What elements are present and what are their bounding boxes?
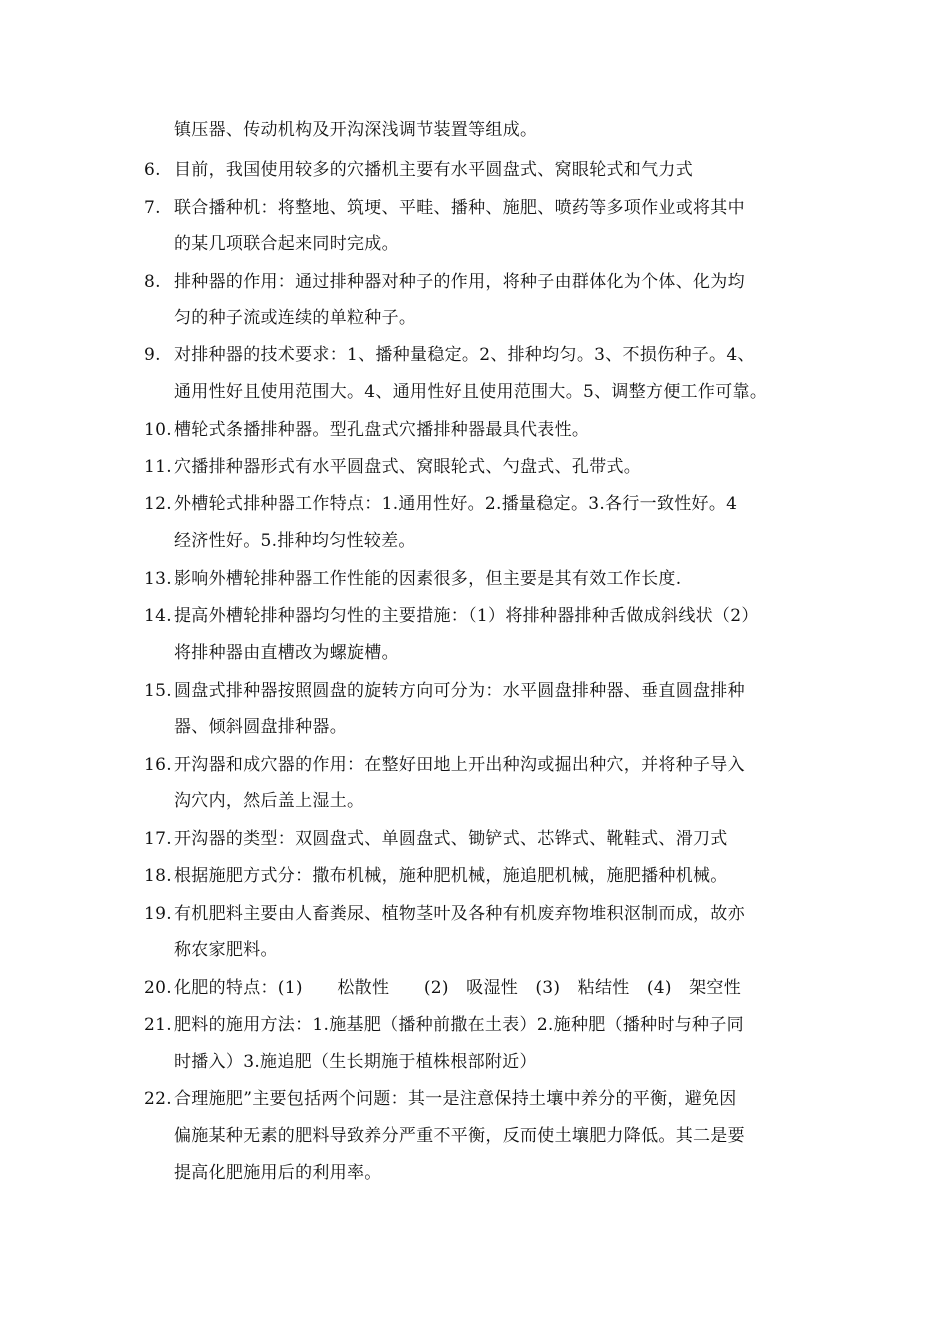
list-item-number: 6. bbox=[144, 160, 161, 180]
list-item-number: 7. bbox=[144, 198, 161, 218]
list-item-text: 偏施某种无素的肥料导致养分严重不平衡，反而使土壤肥力降低。其二是要 bbox=[174, 1126, 745, 1146]
list-item-text: 镇压器、传动机构及开沟深浅调节装置等组成。 bbox=[174, 120, 538, 140]
list-item-number: 14. bbox=[144, 606, 172, 626]
list-item-text: 合理施肥”主要包括两个问题：其一是注意保持土壤中养分的平衡，避免因 bbox=[174, 1089, 737, 1109]
list-item-text: 沟穴内，然后盖上湿土。 bbox=[174, 791, 365, 811]
list-item-text: 提高化肥施用后的利用率。 bbox=[174, 1163, 382, 1183]
list-item-text: 化肥的特点：(1) 松散性 (2) 吸湿性 (3) 粘结性 (4) 架空性 bbox=[174, 978, 742, 998]
list-item-text: 器、倾斜圆盘排种器。 bbox=[174, 717, 347, 737]
list-item-number: 20. bbox=[144, 978, 172, 998]
list-item-number: 21. bbox=[144, 1015, 172, 1035]
list-item-text: 肥料的施用方法：1.施基肥（播种前撒在土表）2.施种肥（播种时与种子同 bbox=[174, 1015, 744, 1035]
list-item-number: 15. bbox=[144, 681, 172, 701]
list-item-number: 19. bbox=[144, 904, 172, 924]
list-item-text: 影响外槽轮排种器工作性能的因素很多，但主要是其有效工作长度. bbox=[174, 569, 682, 589]
list-item-text: 槽轮式条播排种器。型孔盘式穴播排种器最具代表性。 bbox=[174, 420, 590, 440]
list-item-text: 的某几项联合起来同时完成。 bbox=[174, 234, 399, 254]
list-item-text: 根据施肥方式分：撒布机械，施种肥机械，施追肥机械，施肥播种机械。 bbox=[174, 866, 728, 886]
list-item-number: 8. bbox=[144, 272, 161, 292]
list-item-number: 12. bbox=[144, 494, 172, 514]
list-item-number: 11. bbox=[144, 457, 172, 477]
list-item-text: 通用性好且使用范围大。4、通用性好且使用范围大。5、调整方便工作可靠。 bbox=[174, 382, 768, 402]
list-item-text: 外槽轮式排种器工作特点：1.通用性好。2.播量稳定。3.各行一致性好。4 bbox=[174, 494, 738, 514]
list-item-number: 22. bbox=[144, 1089, 172, 1109]
list-item-text: 时播入）3.施追肥（生长期施于植株根部附近） bbox=[174, 1052, 537, 1072]
list-item-text: 目前，我国使用较多的穴播机主要有水平圆盘式、窝眼轮式和气力式 bbox=[174, 160, 693, 180]
list-item-number: 9. bbox=[144, 345, 161, 365]
list-item-number: 13. bbox=[144, 569, 172, 589]
list-item-number: 16. bbox=[144, 755, 172, 775]
list-item-text: 称农家肥料。 bbox=[174, 940, 278, 960]
list-item-text: 开沟器和成穴器的作用：在整好田地上开出种沟或掘出种穴，并将种子导入 bbox=[174, 755, 745, 775]
list-item-number: 10. bbox=[144, 420, 172, 440]
list-item-text: 对排种器的技术要求：1、播种量稳定。2、排种均匀。3、不损伤种子。4、 bbox=[174, 345, 755, 365]
list-item-text: 经济性好。5.排种均匀性较差。 bbox=[174, 531, 416, 551]
list-item-text: 提高外槽轮排种器均匀性的主要措施：（1）将排种器排种舌做成斜线状（2） bbox=[174, 606, 759, 626]
list-item-number: 18. bbox=[144, 866, 172, 886]
list-item-text: 匀的种子流或连续的单粒种子。 bbox=[174, 308, 417, 328]
list-item-text: 圆盘式排种器按照圆盘的旋转方向可分为：水平圆盘排种器、垂直圆盘排种 bbox=[174, 681, 745, 701]
list-item-text: 穴播排种器形式有水平圆盘式、窝眼轮式、勺盘式、孔带式。 bbox=[174, 457, 642, 477]
list-item-text: 排种器的作用：通过排种器对种子的作用，将种子由群体化为个体、化为均 bbox=[174, 272, 745, 292]
list-item-text: 开沟器的类型：双圆盘式、单圆盘式、锄铲式、芯铧式、靴鞋式、滑刀式 bbox=[174, 829, 728, 849]
list-item-text: 有机肥料主要由人畜粪尿、植物茎叶及各种有机废弃物堆积沤制而成，故亦 bbox=[174, 904, 745, 924]
list-item-text: 联合播种机：将整地、筑埂、平畦、播种、施肥、喷药等多项作业或将其中 bbox=[174, 198, 745, 218]
list-item-text: 将排种器由直槽改为螺旋槽。 bbox=[174, 643, 399, 663]
list-item-number: 17. bbox=[144, 829, 172, 849]
